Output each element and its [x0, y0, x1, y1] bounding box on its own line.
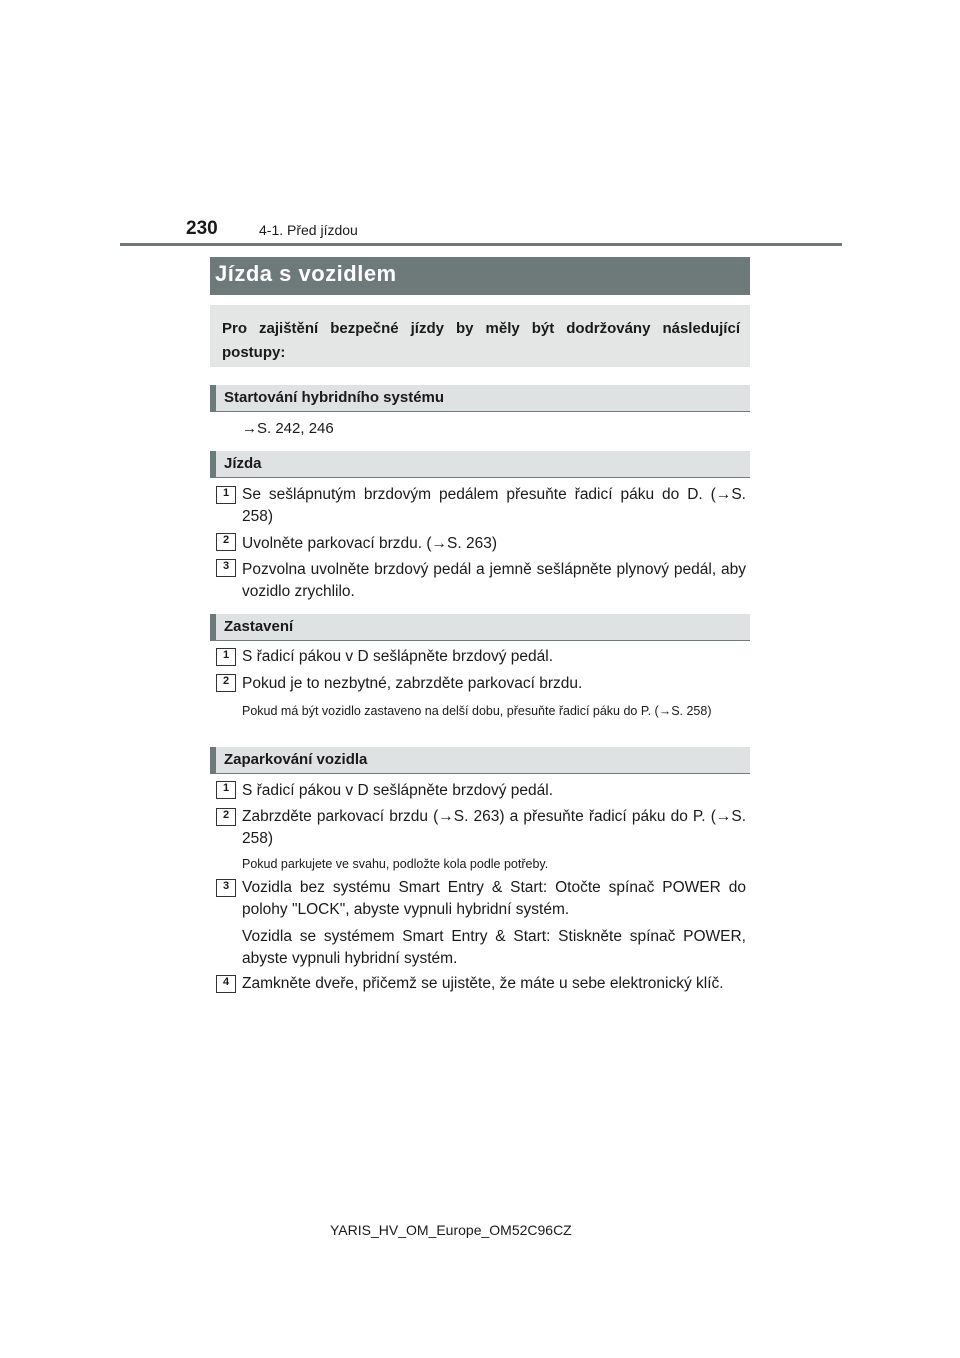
step-number-badge: 1	[216, 781, 236, 799]
step-number-badge: 2	[216, 533, 236, 551]
section-heading-label: Startování hybridního systému	[224, 389, 445, 406]
step-number-badge: 3	[216, 559, 236, 577]
page-title-bar	[210, 257, 750, 295]
page-title: Jízda s vozidlem	[215, 261, 397, 286]
section-heading-label: Jízda	[224, 455, 262, 472]
step-text: Pozvolna uvolněte brzdový pedál a jemně sešlápněte plynový pedál, aby vozidlo zrychlilo.	[242, 561, 746, 600]
section-heading-start	[210, 385, 750, 412]
note-text: Pokud parkujete ve svahu, podložte kola podle potřeby.	[242, 857, 549, 871]
intro-box	[210, 305, 750, 367]
step-number-badge: 1	[216, 486, 236, 504]
section-heading-parking	[210, 747, 750, 774]
document-code: YARIS_HV_OM_Europe_OM52C96CZ	[330, 1222, 572, 1238]
section-heading-driving	[210, 451, 750, 478]
step-text: Uvolněte parkovací brzdu. (→S. 263)	[242, 535, 498, 552]
note-text: Pokud má být vozidlo zastaveno na delší dobu, přesuňte řadicí páku do P. (→S. 258)	[242, 704, 712, 718]
step-text-continued: Vozidla se systémem Smart Entry & Start: Stiskněte spínač POWER, abyste vypnuli hybridní systém.	[242, 928, 746, 967]
step-text: Vozidla bez systému Smart Entry & Start: Otočte spínač POWER do polohy "LOCK", abyste vypnuli hybridní systém.	[242, 879, 746, 918]
step-number-badge: 4	[216, 975, 236, 993]
section-heading-stopping	[210, 614, 750, 641]
page-number: 230	[186, 218, 218, 239]
step-text: Pokud je to nezbytné, zabrzděte parkovací brzdu.	[242, 675, 583, 692]
step-text: Zamkněte dveře, přičemž se ujistěte, že máte u sebe elektronický klíč.	[242, 975, 724, 992]
section-heading-label: Zaparkování vozidla	[224, 751, 368, 768]
step-text: S řadicí pákou v D sešlápněte brzdový pedál.	[242, 648, 554, 665]
step-number-badge: 1	[216, 648, 236, 666]
step-number-badge: 2	[216, 674, 236, 692]
step-text: Zabrzděte parkovací brzdu (→S. 263) a přesuňte řadicí páku do P. (→S. 258)	[242, 808, 746, 847]
page-reference: →S. 242, 246	[242, 420, 334, 437]
step-text: Se sešlápnutým brzdovým pedálem přesuňte řadicí páku do D. (→S. 258)	[242, 486, 746, 525]
section-heading-label: Zastavení	[224, 618, 294, 635]
section-path: 4-1. Před jízdou	[259, 222, 358, 238]
step-text: S řadicí pákou v D sešlápněte brzdový pedál.	[242, 782, 554, 799]
step-number-badge: 2	[216, 808, 236, 826]
step-number-badge: 3	[216, 879, 236, 897]
header-divider	[120, 243, 842, 246]
intro-text: Pro zajištění bezpečné jízdy by měly být dodržovány následující postupy:	[222, 320, 740, 361]
